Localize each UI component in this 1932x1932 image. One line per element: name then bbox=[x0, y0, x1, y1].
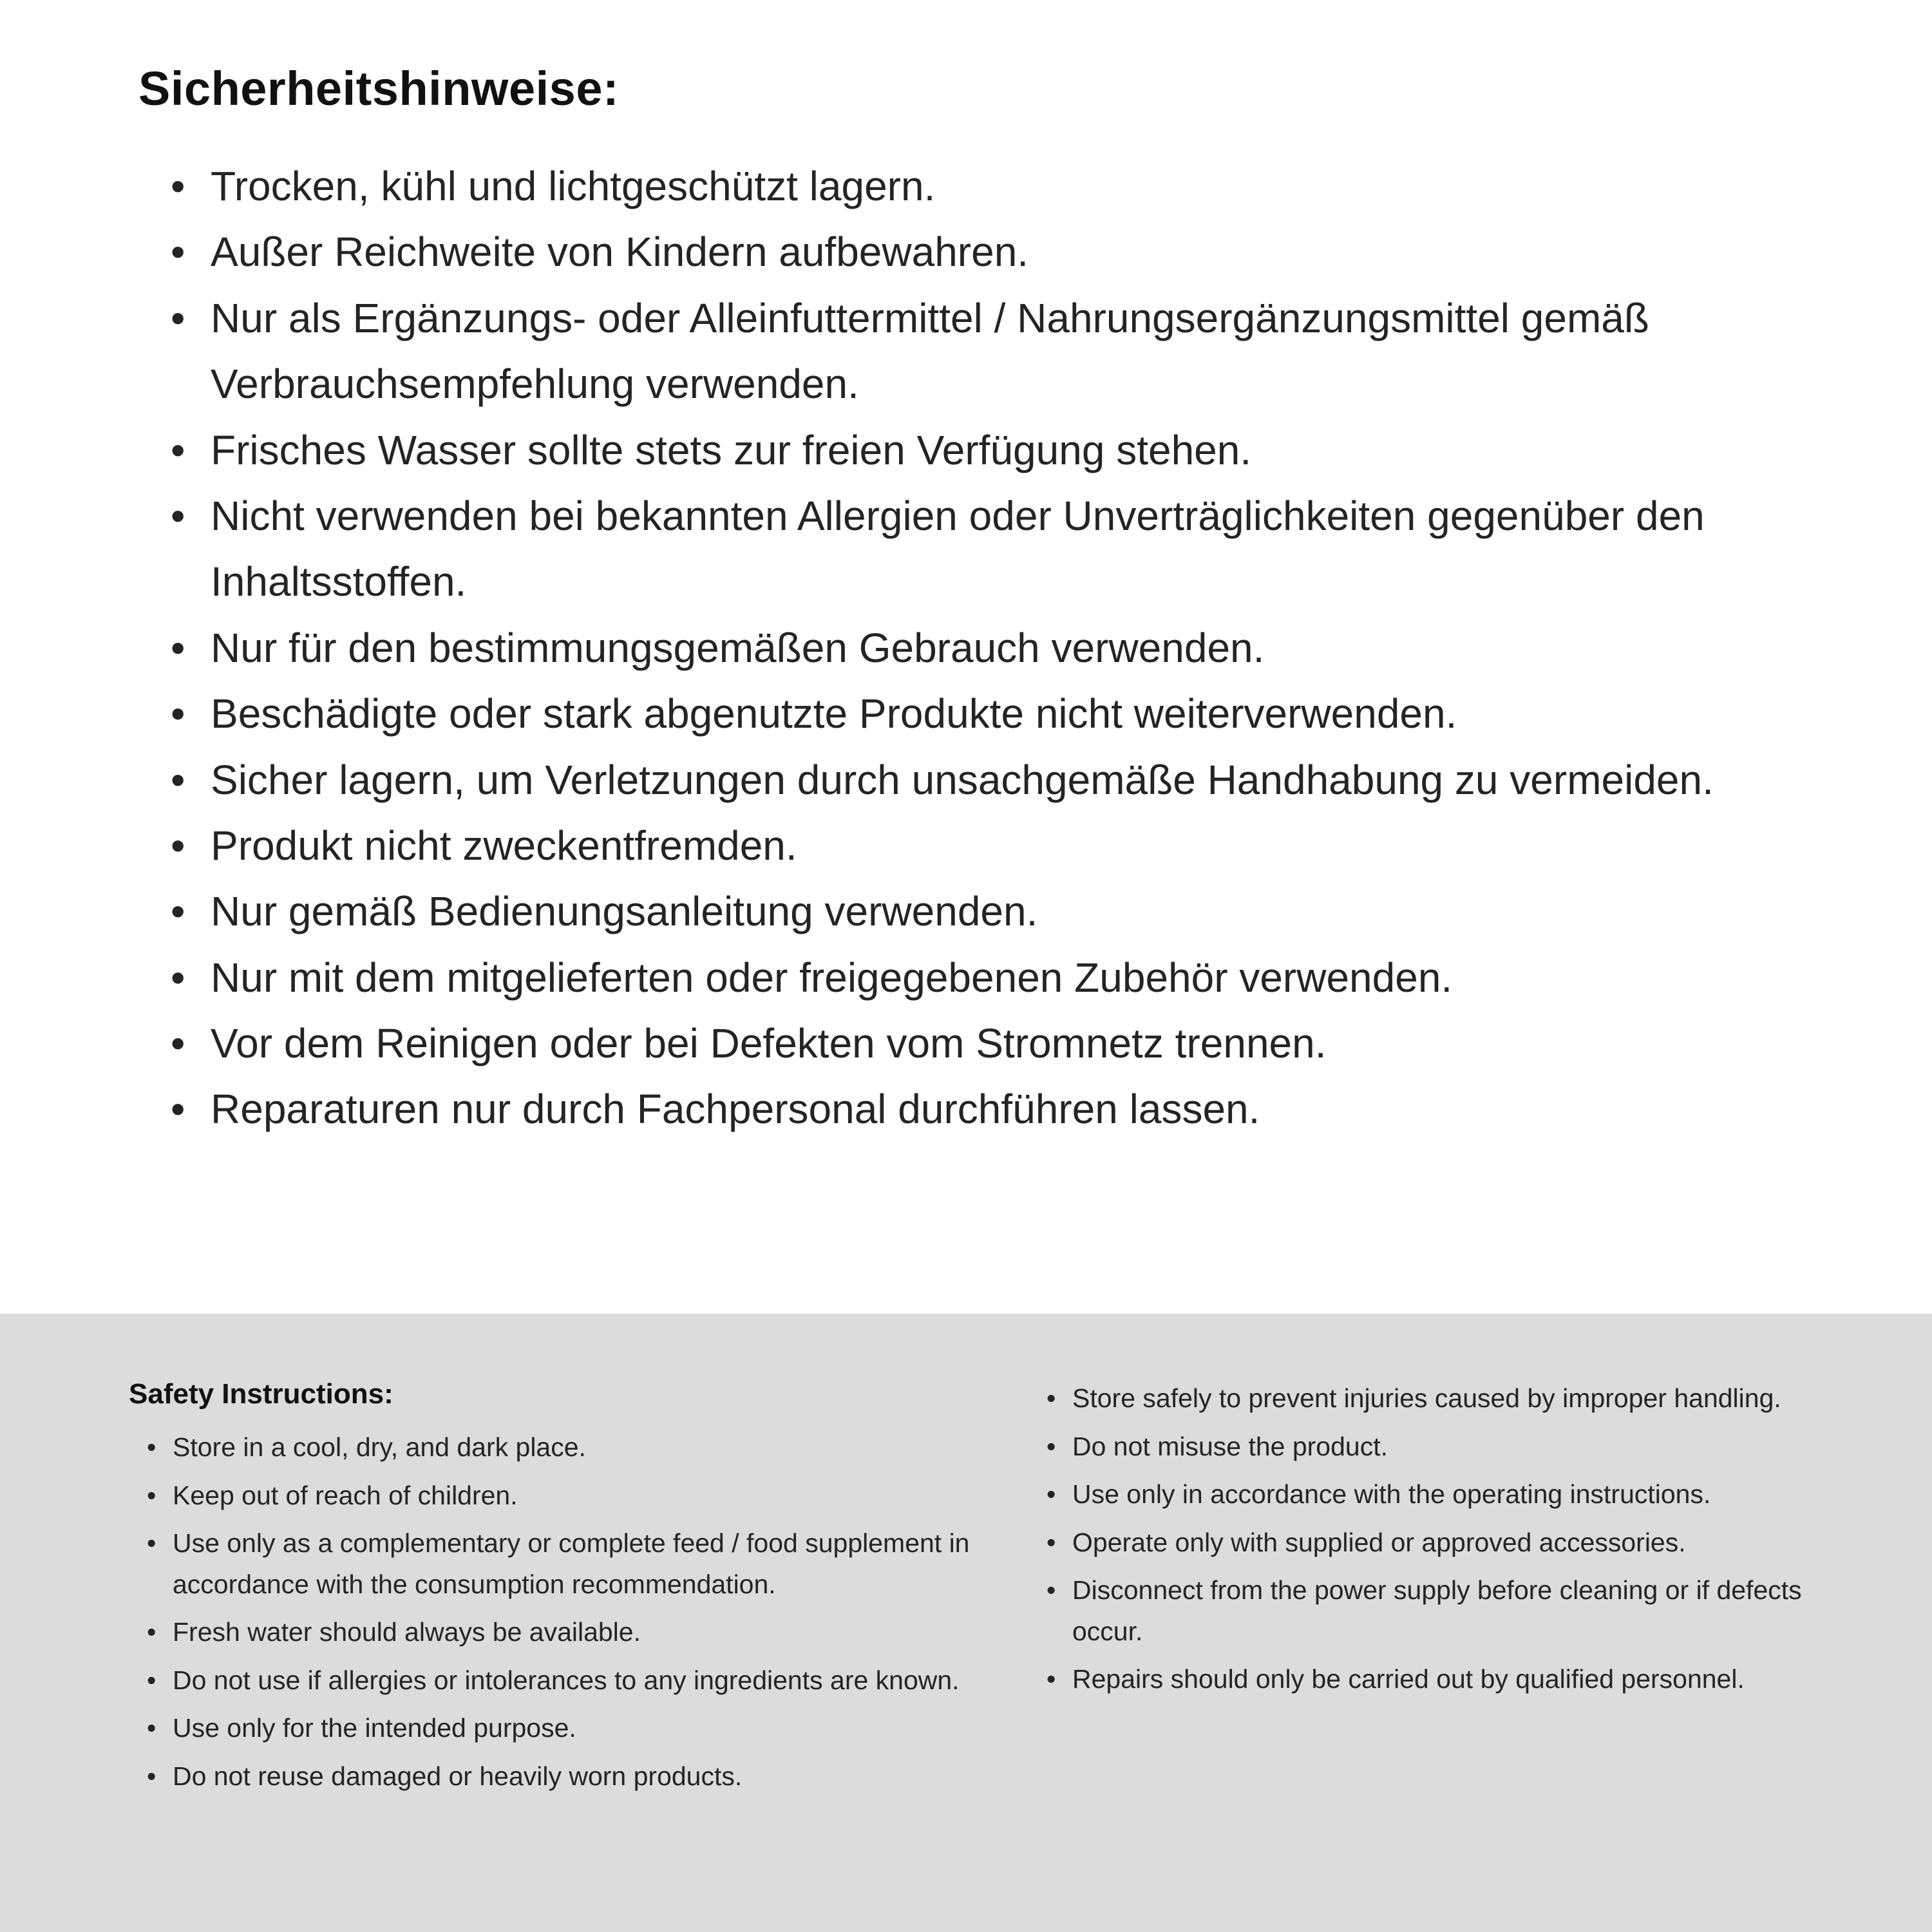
list-item bbox=[1046, 1378, 1848, 1419]
list-item bbox=[171, 945, 1816, 1010]
list-item bbox=[171, 1010, 1816, 1076]
list-item-text: Frisches Wasser sollte stets zur freien Verfügung stehen. bbox=[211, 426, 1252, 473]
bullet-icon: • bbox=[171, 756, 185, 803]
bullet-icon: • bbox=[147, 1432, 156, 1462]
list-item-text: Fresh water should always be available. bbox=[173, 1617, 641, 1647]
list-item-text: Do not reuse damaged or heavily worn products. bbox=[173, 1761, 743, 1791]
bullet-icon: • bbox=[147, 1528, 156, 1558]
list-item-text: Außer Reichweite von Kindern aufbewahren. bbox=[211, 229, 1029, 276]
english-safety-section bbox=[0, 1314, 1932, 1932]
english-safety-list-right bbox=[1046, 1378, 1848, 1700]
list-item-text: Do not misuse the product. bbox=[1072, 1431, 1388, 1461]
bullet-icon: • bbox=[147, 1713, 156, 1743]
bullet-icon: • bbox=[1046, 1479, 1056, 1510]
list-item-text: Use only for the intended purpose. bbox=[173, 1713, 576, 1743]
bullet-icon: • bbox=[1046, 1527, 1056, 1557]
list-item-text: Store safely to prevent injuries caused by improper handling. bbox=[1072, 1383, 1781, 1413]
list-item bbox=[147, 1427, 985, 1468]
list-item-text: Use only in accordance with the operating instructions. bbox=[1072, 1479, 1711, 1510]
list-item bbox=[171, 153, 1816, 219]
list-item-text: Vor dem Reinigen oder bei Defekten vom Stromnetz trennen. bbox=[211, 1020, 1327, 1067]
list-item bbox=[171, 681, 1816, 746]
bullet-icon: • bbox=[171, 1020, 185, 1067]
list-item bbox=[171, 417, 1816, 483]
list-item bbox=[1046, 1570, 1848, 1652]
list-item-text: Trocken, kühl und lichtgeschützt lagern. bbox=[211, 163, 936, 209]
bullet-icon: • bbox=[171, 294, 185, 341]
bullet-icon: • bbox=[171, 888, 185, 935]
list-item-text: Operate only with supplied or approved accessories. bbox=[1072, 1527, 1686, 1557]
list-item-text: Store in a cool, dry, and dark place. bbox=[173, 1432, 586, 1462]
bullet-icon: • bbox=[1046, 1431, 1056, 1461]
english-left-column bbox=[129, 1378, 985, 1932]
bullet-icon: • bbox=[147, 1617, 156, 1647]
list-item-text: Disconnect from the power supply before cleaning or if defects occur. bbox=[1072, 1575, 1802, 1646]
german-safety-list bbox=[138, 153, 1816, 1142]
list-item-text: Nur gemäß Bedienungsanleitung verwenden. bbox=[211, 888, 1038, 935]
bullet-icon: • bbox=[147, 1665, 156, 1695]
english-section-title: Safety Instructions: bbox=[129, 1378, 393, 1410]
list-item bbox=[1046, 1522, 1848, 1564]
list-item-text: Beschädigte oder stark abgenutzte Produkte nicht weiterverwenden. bbox=[211, 690, 1457, 737]
bullet-icon: • bbox=[171, 229, 185, 276]
list-item-text: Nur als Ergänzungs- oder Alleinfuttermittel / Nahrungsergänzungsmittel gemäß Verbrauchsempfehlung verwenden. bbox=[211, 294, 1649, 408]
list-item bbox=[171, 219, 1816, 285]
bullet-icon: • bbox=[1046, 1575, 1056, 1605]
list-item-text: Produkt nicht zweckentfremden. bbox=[211, 822, 797, 869]
list-item bbox=[171, 1076, 1816, 1142]
list-item bbox=[147, 1756, 985, 1797]
list-item bbox=[147, 1523, 985, 1605]
bullet-icon: • bbox=[171, 1086, 185, 1133]
list-item bbox=[147, 1660, 985, 1701]
list-item bbox=[171, 878, 1816, 944]
list-item-text: Use only as a complementary or complete feed / food supplement in accordance with the consumption recommendation. bbox=[173, 1528, 970, 1599]
english-safety-list-left bbox=[129, 1427, 985, 1797]
list-item bbox=[1046, 1659, 1848, 1700]
list-item bbox=[147, 1612, 985, 1653]
english-right-column bbox=[1046, 1378, 1848, 1932]
list-item-text: Repairs should only be carried out by qualified personnel. bbox=[1072, 1664, 1745, 1694]
bullet-icon: • bbox=[171, 954, 185, 1001]
bullet-icon: • bbox=[1046, 1383, 1056, 1413]
list-item-text: Nicht verwenden bei bekannten Allergien oder Unverträglichkeiten gegenüber den Inhaltsstoffen. bbox=[211, 492, 1705, 605]
list-item-text: Reparaturen nur durch Fachpersonal durchführen lassen. bbox=[211, 1086, 1260, 1133]
bullet-icon: • bbox=[171, 163, 185, 209]
list-item bbox=[171, 747, 1816, 813]
bullet-icon: • bbox=[171, 426, 185, 473]
bullet-icon: • bbox=[147, 1761, 156, 1791]
list-item bbox=[171, 285, 1816, 417]
bullet-icon: • bbox=[147, 1480, 156, 1510]
list-item-text: Nur für den bestimmungsgemäßen Gebrauch verwenden. bbox=[211, 624, 1265, 671]
list-item bbox=[171, 615, 1816, 681]
bullet-icon: • bbox=[171, 690, 185, 737]
list-item bbox=[147, 1475, 985, 1517]
bullet-icon: • bbox=[171, 822, 185, 869]
list-item bbox=[147, 1708, 985, 1749]
list-item-text: Keep out of reach of children. bbox=[173, 1480, 518, 1510]
list-item bbox=[171, 813, 1816, 878]
bullet-icon: • bbox=[1046, 1664, 1056, 1694]
german-section-title: Sicherheitshinweise: bbox=[138, 62, 620, 115]
list-item bbox=[1046, 1426, 1848, 1468]
list-item bbox=[171, 483, 1816, 615]
list-item-text: Do not use if allergies or intolerances to any ingredients are known. bbox=[173, 1665, 960, 1695]
list-item-text: Nur mit dem mitgelieferten oder freigegebenen Zubehör verwenden. bbox=[211, 954, 1453, 1001]
bullet-icon: • bbox=[171, 492, 185, 539]
list-item-text: Sicher lagern, um Verletzungen durch unsachgemäße Handhabung zu vermeiden. bbox=[211, 756, 1714, 803]
list-item bbox=[1046, 1474, 1848, 1515]
bullet-icon: • bbox=[171, 624, 185, 671]
